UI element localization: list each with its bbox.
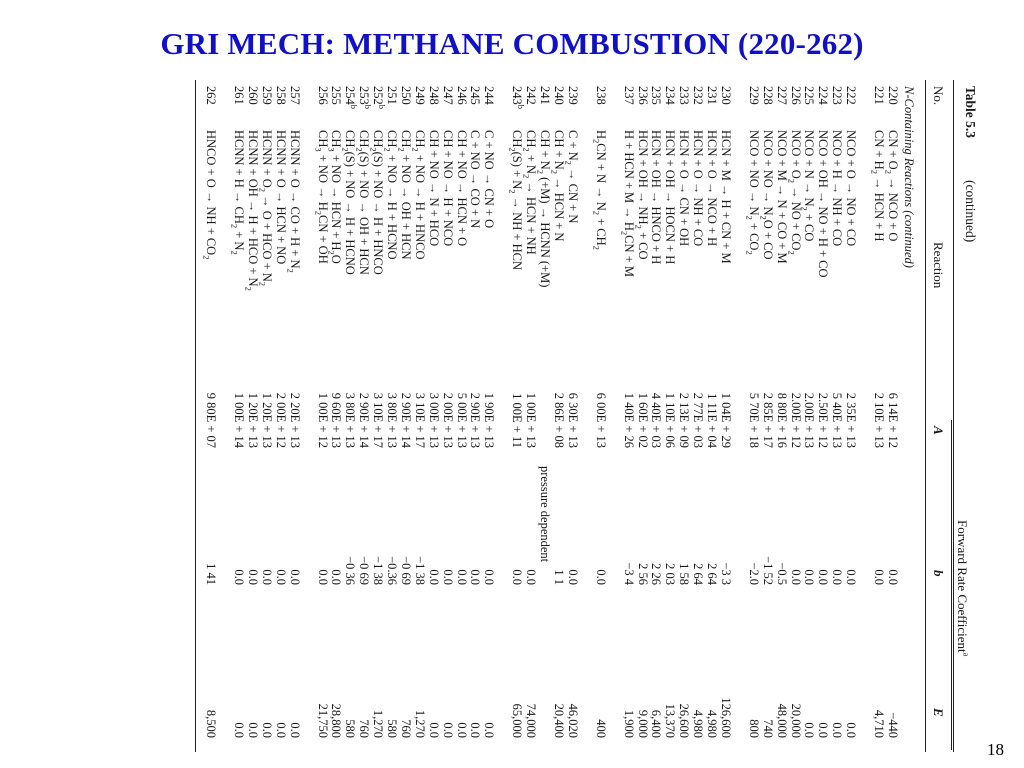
table-row (368, 80, 388, 752)
reaction-equation: HCNN + $O_2 \to O$ + HCO + $N_2$ (257, 130, 274, 287)
reaction-equation: HCN + OH → $NH_2$ + CO (633, 130, 650, 260)
coefficient-e: 580 (385, 719, 400, 738)
page-number: 18 (987, 740, 1004, 759)
coefficient-b: 0.0 (830, 569, 845, 585)
reaction-number: 243$^b$ (510, 86, 527, 109)
coefficient-a: 2 00E + 13 (440, 392, 455, 448)
coefficient-a: 2 90E + 13 (468, 392, 483, 448)
coefficient-e: 0.0 (246, 722, 260, 738)
reaction-number: 231 (705, 86, 720, 105)
coefficient-e: 4,710 (872, 709, 887, 738)
reaction-number: 253$^b$ (357, 86, 374, 109)
coefficient-e: 0.0 (802, 722, 817, 738)
coefficient-e: 0.0 (440, 722, 455, 738)
coefficient-a: 1 90E + 13 (482, 392, 497, 448)
coefficient-e: 21,750 (315, 703, 330, 738)
reaction-number: 230 (719, 86, 733, 105)
table-row (719, 80, 733, 752)
coefficient-e: 126,600 (719, 697, 733, 738)
reaction-equation: CH + $N_2$ → HCN + N (549, 130, 566, 242)
coefficient-e: 0.0 (844, 722, 859, 738)
coefficient-b: 0.0 (273, 569, 288, 585)
bottom-rule (195, 80, 196, 752)
reaction-equation: $CH_3$ + NO → $H_2CN$ + OH (313, 130, 330, 264)
reaction-equation: CH + $N_2$ (+M) → HCNN (+M) (535, 130, 553, 288)
section-heading: N-Containing Reactions (continued) (902, 86, 916, 268)
reaction-number: 246 (454, 86, 469, 105)
reaction-number: 241 (538, 86, 553, 105)
reaction-number: 262 (204, 86, 219, 105)
pressure-dependent-note: pressure dependent (538, 466, 553, 563)
table-row (354, 80, 374, 752)
coefficient-a: 4 40E + 03 (649, 392, 664, 448)
reaction-number: 220 (886, 86, 900, 105)
coefficient-e: 580 (343, 719, 358, 738)
reaction-equation: $H_2CN + N \to N_2 + CH_2$ (591, 130, 608, 250)
table-row (663, 80, 677, 752)
coefficient-a: 1 00E + 13 (524, 392, 539, 448)
reaction-equation: $CH_2 + N_2$ → HCN + NH (521, 130, 539, 255)
table-rows (60, 80, 980, 752)
coefficient-a: 2 90E + 14 (399, 392, 413, 448)
reaction-equation: HCNN + $H \to CH_2 + N_2$ (229, 130, 247, 255)
reaction-equation: HCN + OH → HNCO + H (649, 130, 664, 265)
coefficient-b: 0.0 (440, 569, 455, 585)
reaction-number: 224 (816, 86, 831, 105)
coefficient-a: 2.00E + 13 (802, 392, 817, 448)
coefficient-a: 5 00E + 13 (454, 392, 469, 448)
table-row (535, 80, 553, 752)
coefficient-e: 20,000 (788, 703, 803, 738)
coefficient-a: 9 80E + 07 (204, 392, 219, 448)
coefficient-b: 2 26 (649, 563, 664, 585)
coefficient-a: 1 11E + 04 (705, 393, 720, 448)
coefficient-a: 3 80E + 13 (385, 392, 400, 448)
reaction-number: 258 (273, 86, 288, 105)
reaction-equation: CH + NO → HCN + O (454, 130, 469, 247)
reaction-number: 247 (440, 86, 455, 105)
coefficient-b: 0.0 (259, 569, 274, 585)
table-row (549, 80, 566, 752)
coefficient-b: 0.0 (510, 569, 525, 585)
reaction-equation: $CH_2(S) + N_2$ → NH + HCN (507, 130, 525, 270)
coefficient-e: 0.0 (273, 722, 288, 738)
reaction-equation: NCO + M → N + CO + M (774, 130, 789, 264)
coefficient-b: −1 38 (412, 556, 427, 585)
table-row (229, 80, 247, 752)
forward-rate-header: Forward Rate Coefficient$^a$ (955, 520, 972, 657)
reaction-number: 251 (385, 86, 400, 105)
reaction-equation: CN + $O_2$ → NCO + O (883, 130, 900, 242)
reaction-number: 254$^b$ (343, 86, 360, 109)
reaction-equation: HCN + O → CN + OH (677, 130, 692, 247)
coefficient-a: 2.00E + 12 (788, 392, 803, 448)
coefficient-e: 0.0 (232, 722, 247, 738)
reaction-equation: $CH_2(S)$ + NO → H + HCNO (340, 130, 358, 275)
coefficient-a: 9 60E + 13 (329, 392, 344, 448)
reaction-equation: HCNN + OH → H + HCO + $N_2$ (243, 130, 260, 291)
reaction-number: 234 (663, 86, 678, 105)
table-row (633, 80, 650, 752)
coefficient-a: 3 80E + 13 (343, 392, 358, 448)
reaction-number: 261 (232, 86, 247, 105)
reaction-equation: H + HCN + $M \to H_2CN + M$ (619, 130, 636, 277)
reaction-number: 250 (399, 86, 413, 105)
reaction-number: 252$^b$ (371, 86, 388, 109)
reaction-equation: HCNN + O → CO + $H + N_2$ (285, 130, 302, 273)
coefficient-b: −1 52 (760, 556, 775, 585)
coefficient-b: −3 4 (621, 562, 636, 585)
reaction-number: 240 (552, 86, 566, 105)
coefficient-b: 0.0 (315, 569, 330, 585)
reaction-equation: HCN + OH → HOCN + H (663, 130, 678, 265)
coefficient-e: 0.0 (426, 722, 441, 738)
reaction-number: 238 (593, 86, 608, 105)
column-header-e: E (931, 708, 946, 717)
coefficient-e: 760 (399, 719, 413, 738)
coefficient-b: 0.0 (872, 569, 887, 585)
coefficient-b: 0.0 (788, 569, 803, 585)
coefficient-a: 5 70E + 18 (746, 392, 761, 448)
table-row (830, 80, 844, 752)
reaction-number: 237 (621, 86, 636, 105)
table-row (786, 80, 803, 752)
coefficient-e: 74,000 (524, 703, 539, 738)
reaction-number: 222 (844, 86, 859, 105)
coefficient-a: 1 04E + 29 (719, 392, 733, 448)
coefficient-e: 28,800 (329, 703, 344, 738)
reaction-equation: NCO + NO → $N_2 + CO_2$ (744, 130, 761, 255)
reaction-equation: CH + NO → N + HCO (426, 130, 441, 247)
table-row (844, 80, 858, 752)
coefficient-e: 26,600 (677, 703, 692, 738)
coefficient-a: 2 35E + 13 (844, 392, 859, 448)
coefficient-e: 0.0 (287, 722, 302, 738)
table-row (382, 80, 400, 752)
coefficient-b: −2.0 (746, 562, 761, 585)
reaction-equation: $CH_2$ + NO → OH + HCN (396, 130, 413, 260)
reaction-equation: NCO + $N \to N_2$ + CO (800, 130, 817, 242)
table-row (340, 80, 360, 752)
coefficient-a: 1 20E + 13 (246, 392, 260, 448)
table-continued-label: (continued) (963, 180, 978, 243)
table-row (591, 80, 608, 752)
column-header-b: b (931, 570, 946, 577)
coefficient-e: 20,400 (552, 703, 566, 738)
table-row (313, 80, 330, 752)
coefficient-e: 9,000 (635, 709, 650, 738)
coefficient-b: −1 38 (371, 556, 386, 585)
reaction-equation: $CH_2(S)$ + NO → OH + HCN (354, 130, 372, 275)
coefficient-e: 13,370 (663, 703, 678, 738)
coefficient-b: 1 58 (677, 563, 692, 585)
coefficient-e: 4,980 (691, 709, 706, 738)
slide-title: GRI MECH: METHANE COMBUSTION (220-262) (160, 26, 864, 61)
coefficient-a: 6 00E + 13 (593, 392, 608, 448)
coefficient-a: 1 40E + 26 (621, 392, 636, 448)
table-row (396, 80, 413, 752)
coefficient-a: 2 85E + 17 (760, 392, 775, 448)
table-row (705, 80, 719, 752)
reaction-equation: CN + $H_2$ → HCN + H (869, 130, 887, 242)
coefficient-e: 0.0 (816, 722, 831, 738)
reaction-number: 248 (426, 86, 441, 105)
coefficient-e: 0.0 (468, 722, 483, 738)
coefficient-e: 760 (357, 719, 372, 738)
column-header-reaction: Reaction (931, 242, 946, 289)
reaction-equation: NCO + OH → NO + H + CO (816, 130, 831, 278)
coefficient-e: 8,500 (204, 709, 219, 738)
forward-rate-footnote: a (961, 652, 972, 657)
table-row (469, 80, 483, 752)
coefficient-e: 1,900 (621, 709, 636, 738)
coefficient-e: 1,270 (412, 709, 427, 738)
coefficient-b: 0.0 (886, 569, 900, 585)
reaction-number: 257 (287, 86, 302, 105)
reaction-number: 235 (649, 86, 664, 105)
coefficient-b: 0.0 (593, 569, 608, 585)
coefficient-a: 2 13E + 09 (677, 392, 692, 448)
coefficient-b: 0.0 (468, 569, 483, 585)
coefficient-e: 0.0 (454, 722, 469, 738)
table-row (257, 80, 274, 752)
coefficient-b: −0 69 (399, 556, 413, 585)
table-row (482, 80, 496, 752)
coefficient-b: 0.0 (802, 569, 817, 585)
coefficient-e: 48,000 (774, 703, 789, 738)
reaction-equation: $CH_2$ + NO → H + HCNO (382, 130, 400, 260)
coefficient-b: 0.0 (816, 569, 831, 585)
coefficient-e: 4,980 (705, 709, 720, 738)
reaction-equation: HCN + M → H + CN + M (719, 130, 733, 264)
table-row (869, 80, 887, 752)
table-title: Table 5.3 (963, 86, 978, 139)
coefficient-a: 3 00E + 13 (426, 392, 441, 448)
table-row (677, 80, 691, 752)
coefficient-b: 0.0 (565, 569, 580, 585)
table-row (285, 80, 302, 752)
coefficient-e: 1,270 (371, 709, 386, 738)
table-row (563, 80, 580, 752)
reaction-number: 239 (565, 86, 580, 105)
table-row (619, 80, 636, 752)
coefficient-a: 2.50E + 12 (816, 392, 831, 448)
coefficient-b: −0 69 (357, 556, 372, 585)
reaction-number: 228 (760, 86, 775, 105)
coefficient-b: 0.0 (482, 569, 497, 585)
table-row (455, 80, 469, 752)
reaction-equation: $CH_3$ + NO → HCN + $H_2O$ (327, 130, 344, 264)
coefficient-b: −0.36 (385, 556, 400, 585)
coefficient-a: 2 00E + 12 (273, 392, 288, 448)
coefficient-b: 0.0 (426, 569, 441, 585)
reaction-number: 229 (746, 86, 761, 105)
column-header-no: No. (931, 86, 946, 106)
table-row (775, 80, 789, 752)
reaction-number: 225 (802, 86, 817, 105)
coefficient-b: 2 56 (635, 563, 650, 585)
coefficient-a: 1 20E + 13 (259, 392, 274, 448)
coefficient-a: 2 86E + 08 (552, 392, 566, 448)
reaction-equation: C + NO → CN + O (482, 130, 497, 229)
table-row (816, 80, 830, 752)
reaction-number: 233 (677, 86, 692, 105)
coefficient-b: 0.0 (454, 569, 469, 585)
coefficient-a: 8 80E + 16 (774, 392, 789, 448)
coefficient-a: 2 77E + 03 (691, 392, 706, 448)
coefficient-a: 5 40E + 13 (830, 392, 845, 448)
reaction-equation: $C + N_2$ → CN + N (563, 130, 580, 224)
coefficient-b: 2 64 (691, 563, 706, 585)
coefficient-b: 1 41 (204, 563, 219, 585)
coefficient-e: 6,400 (649, 709, 664, 738)
table-row (883, 80, 900, 752)
coefficient-b: 0.0 (232, 569, 247, 585)
coefficient-b: 0.0 (844, 569, 859, 585)
reaction-equation: CH + NO → H + NCO (440, 130, 455, 247)
coefficient-e: −440 (886, 712, 900, 738)
coefficient-b: 0.0 (246, 569, 260, 585)
coefficient-a: 1 10E + 06 (663, 392, 678, 448)
coefficient-e: 740 (760, 719, 775, 738)
coefficient-b: 0.0 (329, 569, 344, 585)
rotated-table-scan (60, 80, 980, 752)
reaction-number: 242 (524, 86, 539, 105)
reaction-number: 259 (259, 86, 274, 105)
coefficient-a: 2 10E + 13 (872, 392, 887, 448)
coefficient-a: 6 30E + 13 (565, 392, 580, 448)
reaction-equation: HNCO + O → NH + $CO_2$ (201, 130, 219, 260)
reaction-number: 236 (635, 86, 650, 105)
reaction-equation: $CH_2(S)$ + NO → H + HNCO (368, 130, 386, 275)
coefficient-b: 1 1 (552, 569, 566, 585)
reaction-number: 223 (830, 86, 845, 105)
coefficient-a: 2 20E + 13 (287, 392, 302, 448)
coefficient-b: −0.5 (774, 562, 789, 585)
column-header-a: A (931, 426, 946, 435)
reaction-equation: $CH_2$ + NO → H + HNCO (410, 130, 427, 260)
coefficient-a: 6 14E + 12 (886, 392, 900, 448)
table-row (507, 80, 527, 752)
reaction-number: 226 (788, 86, 803, 105)
coefficient-a: 1 00E + 11 (510, 393, 525, 448)
table-row (650, 80, 664, 752)
coefficient-a: 1 00E + 12 (315, 392, 330, 448)
coefficient-b: 0.0 (287, 569, 302, 585)
table-row (691, 80, 705, 752)
table-row (758, 80, 775, 752)
coefficient-a: 3 10E + 17 (412, 392, 427, 448)
coefficient-a: 1 00E + 14 (232, 392, 247, 448)
reaction-equation: NCO + H → NH + CO (830, 130, 845, 247)
coefficient-e: 0.0 (830, 722, 845, 738)
table-row (800, 80, 817, 752)
reaction-equation: HCN + O → NCO + H (705, 130, 720, 247)
coefficient-a: 3 10E + 17 (371, 392, 386, 448)
coefficient-e: 800 (746, 719, 761, 738)
table-row (327, 80, 344, 752)
reaction-equation: C + NO → CO + N (468, 130, 483, 229)
reaction-number: 255 (329, 86, 344, 105)
table-row (410, 80, 427, 752)
coefficient-e: 65,000 (510, 703, 525, 738)
coefficient-b: 2 03 (663, 563, 678, 585)
reaction-number: 221 (872, 86, 887, 105)
table-row (744, 80, 761, 752)
table-row (201, 80, 219, 752)
reaction-equation: HCNN + O → HCN + NO (273, 130, 288, 265)
table-row (243, 80, 260, 752)
coefficient-b: 0.0 (524, 569, 539, 585)
table-row (521, 80, 539, 752)
reaction-number: 245 (468, 86, 483, 105)
reaction-number: 256 (315, 86, 330, 105)
reaction-number: 249 (412, 86, 427, 105)
reaction-equation: NCO + NO → $N_2O$ + CO (758, 130, 775, 260)
reaction-equation: NCO + $O_2$ → NO + $CO_2$ (786, 130, 803, 255)
reaction-number: 260 (246, 86, 260, 105)
reaction-number: 227 (774, 86, 789, 105)
coefficient-e: 400 (593, 719, 608, 738)
table-row (274, 80, 288, 752)
coefficient-b: −3 3 (719, 562, 733, 585)
table-row (441, 80, 455, 752)
coefficient-e: 0.0 (259, 722, 274, 738)
table-row (427, 80, 441, 752)
coefficient-b: −0 36 (343, 556, 358, 585)
coefficient-a: 1 60E + 02 (635, 392, 650, 448)
reaction-number: 244 (482, 86, 497, 105)
coefficient-e: 46,020 (565, 703, 580, 738)
coefficient-b: 2 64 (705, 563, 720, 585)
reaction-equation: NCO + O → NO + CO (844, 130, 859, 247)
coefficient-e: 0.0 (482, 722, 497, 738)
reaction-number: 232 (691, 86, 706, 105)
coefficient-a: 2 90E + 14 (357, 392, 372, 448)
reaction-equation: HCN + O → NH + CO (691, 130, 706, 247)
